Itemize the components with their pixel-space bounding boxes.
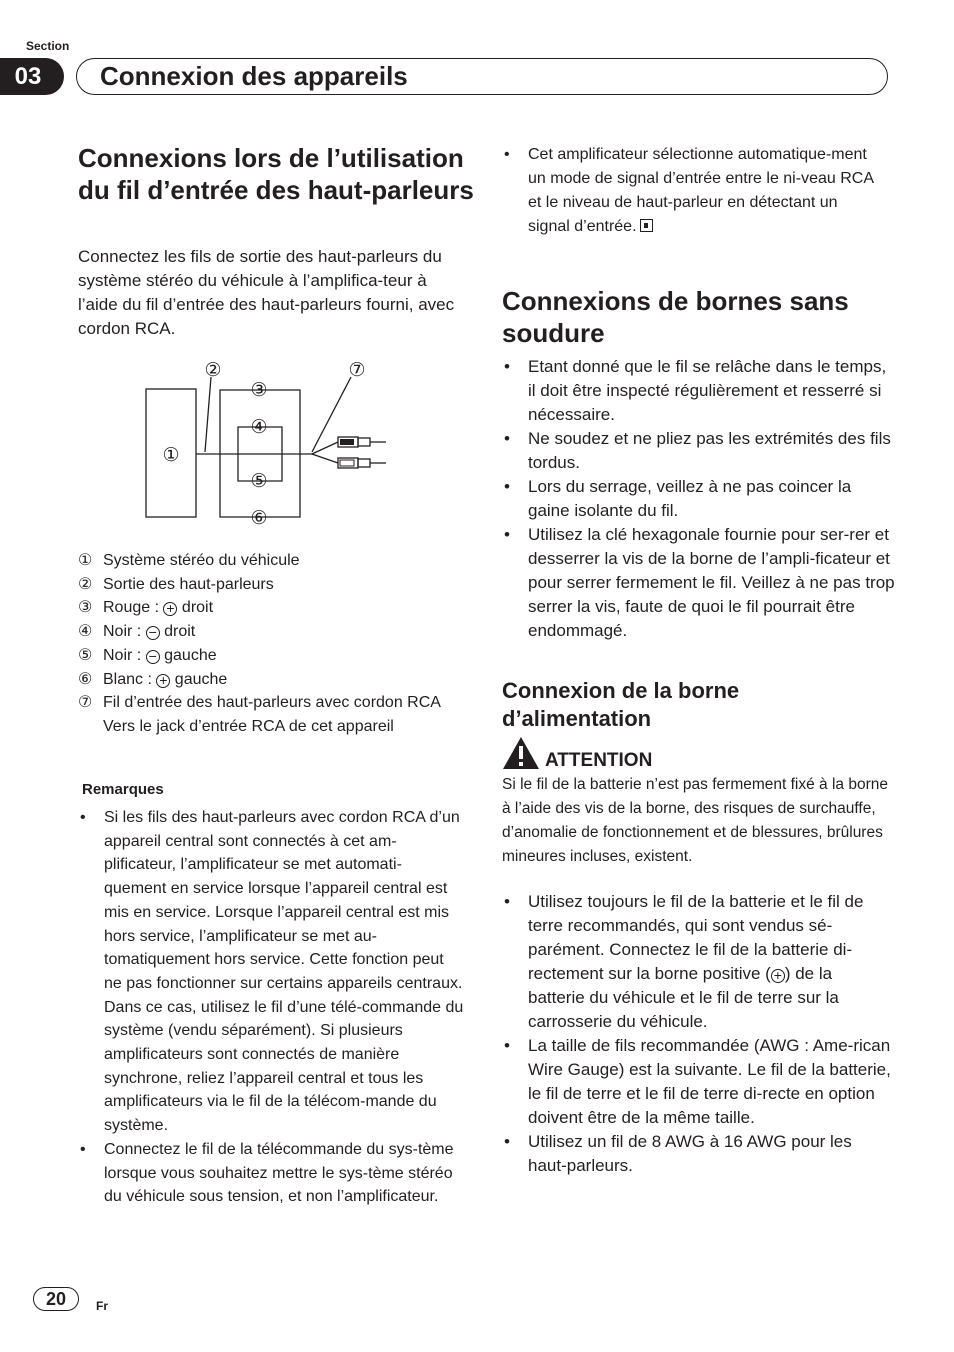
- solderless-heading: Connexions de bornes sans soudure: [502, 286, 849, 348]
- legend-item: [78, 573, 448, 597]
- legend-num: ③: [78, 599, 93, 617]
- list-item: • Utilisez toujours le fil de la batterie et le fil de terre recommandés, qui sont vendus sé-parément. Connectez le fil de la batterie di-rectement sur la borne positive ( + ) de la batterie du véhicule et le fil de terre sur la carrosserie du véhicule.: [504, 892, 864, 1031]
- section-label: Section: [26, 39, 70, 53]
- diagram-label-3: ③: [250, 379, 268, 401]
- section-title: Connexion des appareils: [100, 61, 408, 91]
- diagram-label-2: ②: [204, 359, 222, 381]
- remark-text: Connectez le fil de la télécommande du sys-tème lorsque vous souhaitez mettre le sys-tème stéréo du véhicule sous tension, et non l’amplificateur.: [104, 1140, 454, 1206]
- legend-item: [78, 668, 448, 692]
- remark-text: Si les fils des haut-parleurs avec cordon RCA d’un appareil central sont connectés à cet am-plificateur, l’amplificateur se met automati-quement en service lorsque l’appareil central est mis en service. Lorsque l’appareil central est mis hors service, l’amplificateur se met au-tomatiquement hors service. Cette fonction peut ne pas fonctionner sur certains appareils centraux. Dans ce cas, utilisez le fil d’une télé-commande du système (vendu séparément). Si plusieurs amplificateurs sont connectés de manière synchrone, reliez l’appareil central et tous les amplificateurs via le fil de la télécom-mande du système.: [104, 809, 464, 1135]
- legend-text: droit: [177, 599, 214, 617]
- attention-text: Si le fil de la batterie n’est pas fermement fixé à la borne à l’aide des vis de la borne, des risques de surchauffe, d’anomalie de fonctionnement et de blessures, brûlures mineures incluses, existent.: [502, 776, 888, 865]
- legend-subtext: Vers le jack d’entrée RCA de cet appareil: [103, 717, 394, 735]
- bullet-text: Utilisez la clé hexagonale fournie pour ser-rer et desserrer la vis de la borne de l’ampli-ficateur et pour serrer fermement le fil. Veillez à ne pas trop serrer la vis, faute de quoi le fil pourrait être endommagé.: [528, 525, 895, 640]
- bullet-text: Utilisez toujours le fil de la batterie et le fil de terre recommandés, qui sont vendus sé-parément. Connectez le fil de la batterie di-rectement sur la borne positive (: [528, 892, 864, 983]
- legend-text: gauche: [170, 670, 228, 688]
- minus-icon: −: [146, 626, 160, 640]
- remarks-list: [78, 806, 464, 1209]
- legend-num: ⑥: [78, 670, 93, 688]
- legend-num: ⑤: [78, 646, 93, 664]
- legend-item: [78, 644, 448, 668]
- plus-icon: +: [156, 674, 170, 688]
- section-number: 03: [0, 58, 64, 95]
- minus-icon: −: [146, 650, 160, 664]
- attention-title: ATTENTION: [545, 750, 653, 771]
- legend-text: gauche: [159, 646, 217, 664]
- legend-item: [78, 549, 448, 573]
- legend-num: ①: [78, 552, 93, 569]
- legend-text: Fil d’entrée des haut-parleurs avec cordon RCA: [103, 694, 441, 712]
- legend-text: Blanc :: [103, 670, 157, 688]
- list-item: • Utilisez la clé hexagonale fournie pour ser-rer et desserrer la vis de la borne de l’ampli-ficateur et pour serrer fermement le fil. Veillez à ne pas trop serrer la vis, faute de quoi le fil pourrait être endommagé.: [504, 525, 895, 640]
- legend-text: Système stéréo du véhicule: [103, 552, 300, 569]
- legend-item: [78, 620, 448, 644]
- page-number: 20: [33, 1287, 79, 1311]
- bullet-text: Lors du serrage, veillez à ne pas coincer la gaine isolante du fil.: [528, 477, 852, 520]
- list-item: • Etant donné que le fil se relâche dans le temps, il doit être inspecté régulièrement et resserré si nécessaire.: [504, 357, 887, 424]
- bullet-text: Cet amplificateur sélectionne automatique-ment un mode de signal d’entrée entre le ni-veau RCA et le niveau de haut-parleur en détectant un signal d’entrée.: [528, 146, 874, 235]
- legend-item: [78, 691, 448, 738]
- solderless-list: [502, 355, 897, 643]
- diagram-label-4: ④: [250, 416, 268, 438]
- top-bullet-list: [502, 143, 882, 239]
- diagram-label-6: ⑥: [250, 507, 268, 529]
- power-terminal-list: [502, 890, 892, 1178]
- wiring-diagram: [140, 355, 400, 530]
- diagram-label-7: ⑦: [348, 359, 366, 381]
- list-item: • Si les fils des haut-parleurs avec cordon RCA d’un appareil central sont connectés à cet am-plificateur, l’amplificateur se met automati-quement en service lorsque l’appareil central est mis en service. Lorsque l’appareil central est mis hors service, l’amplificateur se met au-tomatiquement hors service. Cette fonction peut ne pas fonctionner sur certains appareils centraux. Dans ce cas, utilisez le fil d’une télé-commande du système (vendu séparément). Si plusieurs amplificateurs sont connectés de manière synchrone, reliez l’appareil central et tous les amplificateurs via le fil de la télécom-mande du système.: [80, 809, 464, 1135]
- warning-icon: [502, 736, 540, 770]
- plus-icon: +: [771, 969, 785, 983]
- diagram-label-5: ⑤: [250, 470, 268, 492]
- legend-num: ②: [78, 575, 93, 593]
- legend-text: droit: [159, 623, 196, 641]
- legend-text: Noir :: [103, 623, 146, 641]
- bullet-text: Etant donné que le fil se relâche dans le temps, il doit être inspecté régulièrement et resserré si nécessaire.: [528, 357, 887, 424]
- legend-item: [78, 596, 448, 620]
- intro-paragraph: Connectez les fils de sortie des haut-parleurs du système stéréo du véhicule à l’amplifica-teur à l’aide du fil d’entrée des haut-parleurs fourni, avec cordon RCA.: [78, 247, 455, 338]
- bullet-text: Ne soudez et ne pliez pas les extrémités des fils tordus.: [528, 429, 891, 472]
- list-item: • La taille de fils recommandée (AWG : Ame-rican Wire Gauge) est la suivante. Le fil de la batterie, le fil de terre et le fil de terre di-recte en option doivent être de la même taille.: [504, 1036, 891, 1127]
- legend-text: Sortie des haut-parleurs: [103, 575, 274, 593]
- bullet-text: Utilisez un fil de 8 AWG à 16 AWG pour les haut-parleurs.: [528, 1132, 852, 1175]
- plus-icon: +: [163, 602, 177, 616]
- list-item: • Cet amplificateur sélectionne automatique-ment un mode de signal d’entrée entre le ni-veau RCA et le niveau de haut-parleur en détectant un signal d’entrée.: [504, 146, 874, 235]
- language-code: Fr: [96, 1299, 108, 1313]
- legend-text: Noir :: [103, 646, 146, 664]
- legend-num: ④: [78, 623, 93, 641]
- left-heading: Connexions lors de l’utilisation du fil d’entrée des haut-parleurs: [78, 143, 474, 205]
- legend-num: ⑦: [78, 694, 93, 712]
- diagram-legend: [78, 549, 448, 739]
- legend-text: Rouge :: [103, 599, 164, 617]
- list-item: • Connectez le fil de la télécommande du sys-tème lorsque vous souhaitez mettre le sys-tème stéréo du véhicule sous tension, et non l’amplificateur.: [80, 1140, 454, 1206]
- list-item: • Utilisez un fil de 8 AWG à 16 AWG pour les haut-parleurs.: [504, 1132, 852, 1175]
- diagram-label-1: ①: [162, 444, 180, 466]
- bullet-text: ) de la batterie du véhicule et le fil de terre sur la carrosserie du véhicule.: [528, 964, 839, 1031]
- end-mark-icon: [640, 219, 653, 232]
- list-item: • Ne soudez et ne pliez pas les extrémités des fils tordus.: [504, 429, 891, 472]
- power-terminal-heading: Connexion de la borne d’alimentation: [502, 678, 740, 731]
- bullet-text: La taille de fils recommandée (AWG : Ame-rican Wire Gauge) est la suivante. Le fil de la batterie, le fil de terre et le fil de terre di-recte en option doivent être de la même taille.: [528, 1036, 891, 1127]
- remarks-heading: Remarques: [82, 781, 164, 798]
- list-item: • Lors du serrage, veillez à ne pas coincer la gaine isolante du fil.: [504, 477, 852, 520]
